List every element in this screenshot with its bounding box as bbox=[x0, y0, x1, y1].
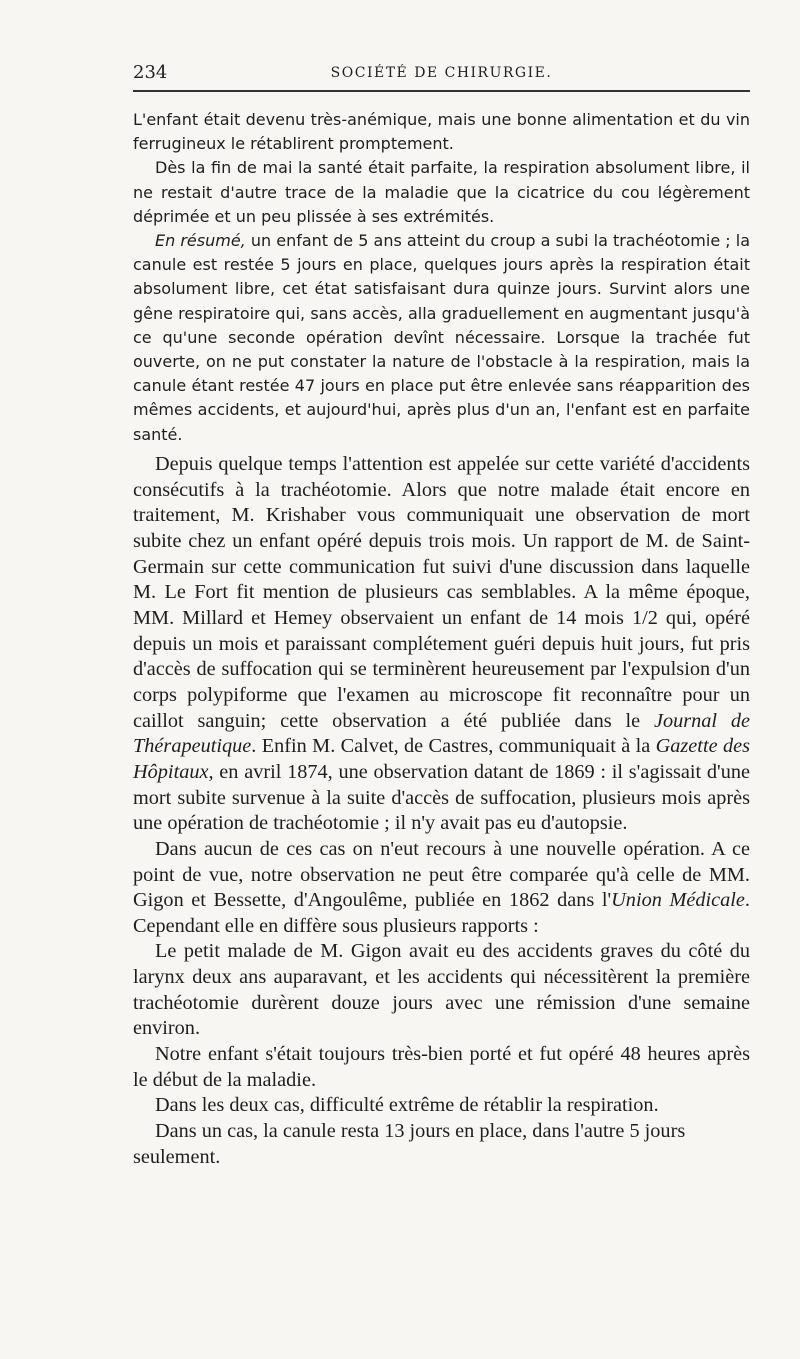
paragraph: Notre enfant s'était toujours très-bien porté et fut opéré 48 heures après le début de la maladie. bbox=[133, 1043, 750, 1091]
journal-title: Journal de Thérapeutique bbox=[133, 709, 751, 758]
case-summary-section bbox=[133, 108, 750, 447]
summary-paragraph bbox=[133, 229, 750, 447]
paragraph bbox=[133, 452, 750, 837]
text-run: . Cependant elle en diffère sous plusieurs rapports : bbox=[133, 889, 750, 937]
paragraph: L'enfant était devenu très-anémique, mais une bonne alimentation et du vin ferrugineux le rétablirent promptement. bbox=[133, 110, 750, 154]
journal-title: Gazette des Hôpitaux bbox=[133, 735, 750, 783]
page-header bbox=[133, 60, 750, 92]
summary-text: un enfant de 5 ans atteint du croup a subi la trachéotomie ; la canule est restée 5 jours en place, quelques jours après la respiration était absolument libre, cet état satisfaisant dura quinze jours. Survint alors une gêne respiratoire qui, sans accès, alla graduellement en augmentant jusqu'à ce qu'une seconde opération devînt nécessaire. Lorsque la trachée fut ouverte, on ne put constater la nature de l'obstacle à la respiration, mais la canule étant restée 47 jours en place put être enlevée sans réapparition des mêmes accidents, et aujourd'hui, après plus d'un an, l'enfant est en parfaite santé. bbox=[133, 231, 751, 444]
paragraph: Dès la fin de mai la santé était parfaite, la respiration absolument libre, il ne restait d'autre trace de la maladie que la cicatrice du cou légèrement déprimée et un peu plissée à ses extrémités. bbox=[133, 158, 750, 226]
running-title: SOCIÉTÉ DE CHIRURGIE. bbox=[330, 65, 553, 81]
journal-title: Union Médicale bbox=[611, 889, 745, 912]
paragraph: Le petit malade de M. Gigon avait eu des accidents graves du côté du larynx deux ans auparavant, et les accidents qui nécessitèrent la première trachéotomie durèrent douze jours avec une rémission d'une semaine environ. bbox=[133, 940, 750, 1040]
text-run: Depuis quelque temps l'attention est appelée sur cette variété d'accidents consécutifs à la trachéotomie. Alors que notre malade était encore en traitement, M. Krishaber vous communiquait une observation de mort subite chez un enfant opéré depuis trois mois. Un rapport de M. de Saint-Germain sur cette communication fut suivi d'une discussion dans laquelle M. Le Fort fit mention de plusieurs cas semblables. A la même époque, MM. Millard et Hemey observaient un enfant de 14 mois 1/2 qui, opéré depuis un mois et paraissant complétement guéri depuis huit jours, fut pris d'accès de suffocation qui se terminèrent heureusement par l'expulsion d'un corps polypiforme que l'examen au microscope fit reconnaître pour un caillot sanguin; cette observation a été publiée dans le bbox=[133, 453, 750, 732]
paragraph: Dans un cas, la canule resta 13 jours en place, dans l'autre 5 jours seulement. bbox=[133, 1120, 686, 1168]
paragraph: Dans les deux cas, difficulté extrême de rétablir la respiration. bbox=[155, 1094, 659, 1117]
paragraph bbox=[133, 837, 750, 940]
text-run: , en avril 1874, une observation datant de 1869 : il s'agissait d'une mort subite survenue à la suite d'accès de suffocation, plusieurs mois après une opération de trachéotomie ; il n'y avait pas eu d'autopsie. bbox=[133, 760, 750, 835]
text-run: . Enfin M. Calvet, de Castres, communiquait à la bbox=[251, 735, 656, 758]
summary-lead: En résumé, bbox=[155, 231, 246, 251]
text-run: Dans aucun de ces cas on n'eut recours à une nouvelle opération. A ce point de vue, notre observation ne peut être comparée qu'à celle de MM. Gigon et Bessette, d'Angoulême, publiée en 1862 dans l' bbox=[133, 837, 750, 912]
page-number: 234 bbox=[133, 62, 168, 83]
discussion-section bbox=[133, 452, 750, 1170]
